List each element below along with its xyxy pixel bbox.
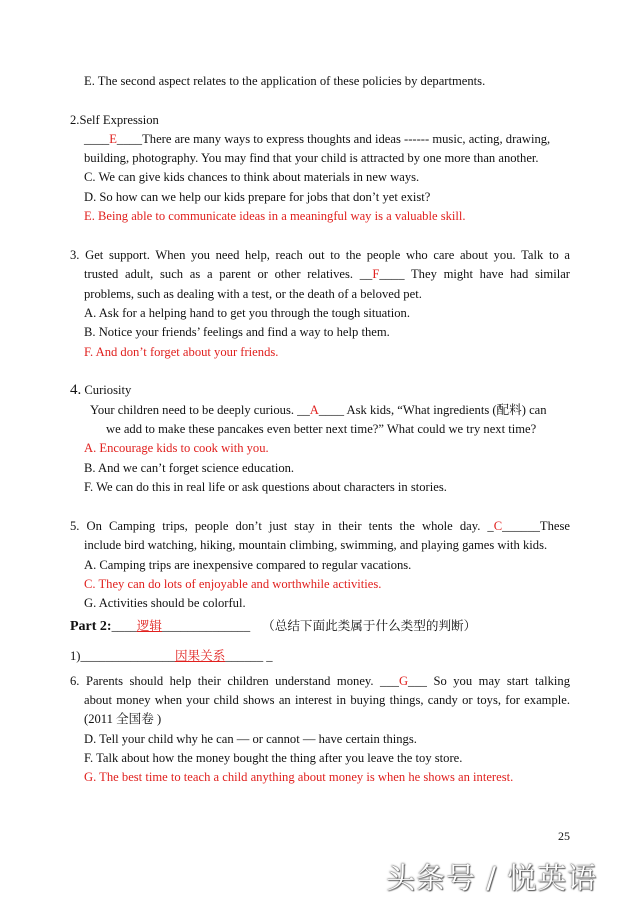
option-e-policies: E. The second aspect relates to the application of these policies by departments. [84, 74, 486, 88]
option-f-real-life: F. We can do this in real life or ask questions about characters in stories. [84, 480, 447, 494]
section-6-line1 [70, 673, 570, 689]
text-pre: trusted adult, such as a parent or other relatives. __ [84, 267, 373, 281]
blank-pre: _______________ [80, 649, 175, 663]
section-6-source: (2011 全国卷 ) [84, 712, 162, 726]
text-post: ____ Ask kids, “What ingredients (配料) can [318, 403, 547, 417]
option-g-best-time: G. The best time to teach a child anything about money is when he shows an interest. [84, 770, 514, 784]
text-pre: Your children need to be deeply curious. __ [90, 403, 310, 417]
section-2-heading: 2.Self Expression [70, 113, 159, 127]
text-post: ___ So you may start talking [408, 674, 570, 688]
answer-g: G [398, 674, 409, 688]
part-2-heading [70, 618, 476, 635]
text-post: ______These [502, 519, 570, 533]
blank-pre: ____ [84, 132, 110, 146]
option-a-camping: A. Camping trips are inexpensive compared to regular vacations. [84, 558, 412, 572]
option-g-colorful: G. Activities should be colorful. [84, 596, 246, 610]
blank-post: ______________ [161, 619, 251, 633]
question-text: ____There are many ways to express thoughts and ideas ------ music, acting, drawing, [116, 132, 551, 146]
option-b-feelings: B. Notice your friends’ feelings and find a way to help them. [84, 325, 390, 339]
section-title: Curiosity [84, 383, 132, 397]
section-5-line1 [70, 518, 570, 534]
option-f-talk-money: F. Talk about how the money bought the thing after you leave the toy store. [84, 751, 463, 765]
option-a-helping-hand: A. Ask for a helping hand to get you through the tough situation. [84, 306, 410, 320]
part-instruction: （总结下面此类属于什么类型的判断） [262, 619, 477, 633]
option-b-science: B. And we can’t forget science education. [84, 461, 295, 475]
section-5-line2: include bird watching, hiking, mountain climbing, swimming, and playing games with kids. [84, 538, 548, 552]
option-c-enjoyable: C. They can do lots of enjoyable and worthwhile activities. [84, 577, 382, 591]
option-e-communicate: E. Being able to communicate ideas in a meaningful way is a valuable skill. [84, 209, 466, 223]
blank-pre: ____ [111, 619, 137, 633]
watermark: 头条号 / 悦英语 [386, 861, 598, 895]
section-6-line2: about money when your child shows an interest in buying things, candy or toys, for example. [84, 693, 570, 707]
section-3-line2 [84, 266, 570, 282]
answer-a: A [309, 403, 319, 417]
section-4-line1 [90, 402, 547, 418]
section-3-line3: problems, such as dealing with a test, or the death of a beloved pet. [84, 287, 422, 301]
answer-c: C [493, 519, 503, 533]
option-c-materials: C. We can give kids chances to think about materials in new ways. [84, 170, 420, 184]
section-4-heading [70, 382, 131, 398]
sub-number: 1) [70, 649, 81, 663]
option-d-tell-child: D. Tell your child why he can — or cannot — have certain things. [84, 732, 417, 746]
option-d-jobs: D. So how can we help our kids prepare for jobs that don’t yet exist? [84, 190, 431, 204]
section-2-question [84, 131, 550, 147]
section-2-question-line2: building, photography. You may find that your child is attracted by one more than another. [84, 151, 539, 165]
text-pre: 6. Parents should help their children understand money. ___ [70, 674, 399, 688]
text-pre: 5. On Camping trips, people don’t just stay in their tents the whole day. _ [70, 519, 494, 533]
sub-question-1 [70, 648, 273, 664]
blank-post: ______ _ [225, 649, 273, 663]
option-f-friends: F. And don’t forget about your friends. [84, 345, 279, 359]
section-number: 4. [70, 382, 82, 398]
section-4-line2: we add to make these pancakes even better next time?” What could we try next time? [106, 422, 537, 436]
page-number: 25 [558, 829, 570, 843]
section-3-line1: 3. Get support. When you need help, reach out to the people who care about you. Talk to a [70, 248, 570, 262]
part-label: Part 2: [70, 619, 112, 634]
option-a-cook: A. Encourage kids to cook with you. [84, 441, 269, 455]
answer-e: E [109, 132, 117, 146]
answer-f: F [372, 267, 380, 281]
answer-logic: 逻辑 [136, 619, 162, 633]
answer-cause-effect: 因果关系 [174, 649, 226, 663]
text-post: ____ They might have had similar [379, 267, 570, 281]
